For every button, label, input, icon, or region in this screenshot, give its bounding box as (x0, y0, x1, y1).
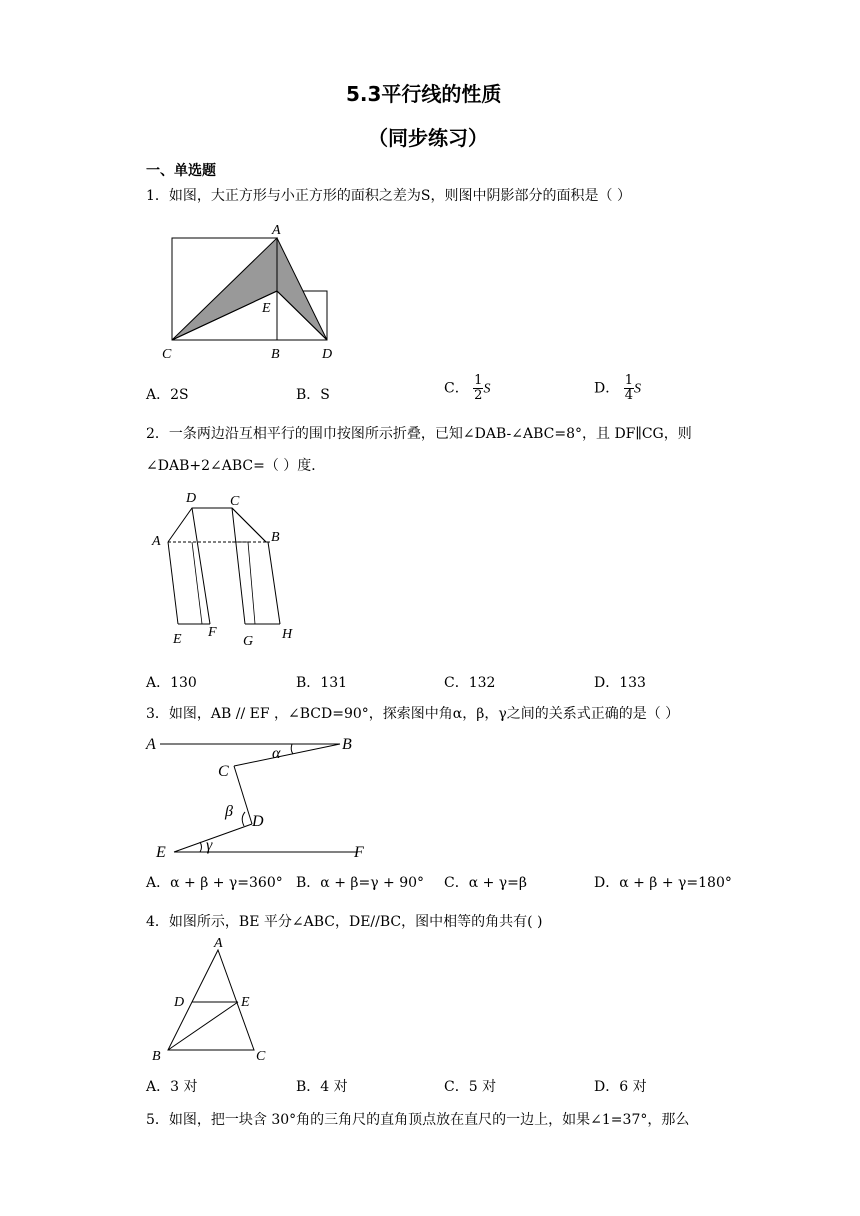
question-3-stem: 3．如图，AB // EF ，∠BCD=90°，探索图中角α，β，γ之间的关系式正确的是（ ） (146, 706, 680, 722)
fig4-label-b: B (152, 1049, 161, 1064)
question-2-stem-line1: 2．一条两边沿互相平行的围巾按图所示折叠，已知∠DAB-∠ABC=8°，且 DF∥CG，则 (146, 426, 692, 442)
question-4-option-b[interactable]: B．4 对 (296, 1079, 348, 1095)
fig3-label-gamma: γ (206, 837, 213, 854)
question-1-figure (150, 220, 350, 365)
fig2-label-d: D (186, 491, 197, 506)
question-2-option-b[interactable]: B．131 (296, 675, 348, 691)
fig2-label-c: C (230, 494, 240, 509)
question-2-option-c[interactable]: C．132 (444, 675, 496, 691)
fig1-label-a: A (272, 223, 281, 238)
question-3-option-c[interactable]: C．α + γ=β (444, 875, 527, 891)
question-5-stem: 5．如图，把一块含 30°角的三角尺的直角顶点放在直尺的一边上，如果∠1=37°，那么 (146, 1112, 690, 1128)
question-2-figure (140, 486, 310, 651)
question-3-figure (140, 730, 380, 865)
question-4-figure (140, 934, 290, 1066)
fig2-label-b: B (271, 530, 280, 545)
question-1-option-c[interactable]: C． $\frac{1}{2}$ S (444, 373, 491, 403)
section-heading: 一、单选题 (146, 163, 216, 179)
question-1-option-a[interactable]: A．2S (146, 387, 189, 403)
question-4-option-c[interactable]: C．5 对 (444, 1079, 497, 1095)
question-2-option-a[interactable]: A．130 (146, 675, 197, 691)
option-d-letter: D． (594, 380, 620, 397)
fig3-label-b: B (342, 736, 352, 753)
question-1-stem: 1．如图，大正方形与小正方形的面积之差为S，则图中阴影部分的面积是（ ） (146, 188, 631, 204)
fig3-label-alpha: α (272, 745, 281, 762)
fig4-label-d: D (174, 995, 185, 1010)
fig2-label-h: H (282, 627, 293, 642)
question-4-option-d[interactable]: D．6 对 (594, 1079, 647, 1095)
fig3-label-a: A (146, 736, 156, 753)
question-2-option-d[interactable]: D．133 (594, 675, 646, 691)
option-c-letter: C． (444, 380, 469, 397)
fig3-label-e: E (156, 844, 166, 861)
fig3-label-beta: β (225, 803, 233, 820)
fig3-label-c: C (218, 763, 229, 780)
page-subtitle: （同步练习） (368, 126, 488, 150)
fig1-label-d: D (322, 347, 333, 362)
question-1-option-b[interactable]: B．S (296, 387, 330, 403)
question-3-option-d[interactable]: D．α + β + γ=180° (594, 875, 732, 891)
question-4-option-a[interactable]: A．3 对 (146, 1079, 198, 1095)
fig3-label-f: F (354, 844, 364, 861)
fig2-label-e: E (173, 632, 182, 647)
fig4-label-c: C (256, 1049, 266, 1064)
fig2-label-f: F (208, 625, 217, 640)
fig1-label-c: C (162, 347, 172, 362)
page-title: 5.3平行线的性质 (346, 82, 502, 106)
question-1-option-d[interactable]: D． $\frac{1}{4}$ S (594, 373, 641, 403)
question-3-option-b[interactable]: B．α + β=γ + 90° (296, 875, 425, 891)
fig2-label-a: A (152, 534, 161, 549)
question-3-option-a[interactable]: A．α + β + γ=360° (146, 875, 283, 891)
fig2-label-g: G (243, 634, 254, 649)
fig4-label-e: E (241, 995, 250, 1010)
option-c-fraction: $\frac{1}{2}$ (474, 373, 483, 403)
fig1-label-e: E (262, 301, 271, 316)
option-d-fraction: $\frac{1}{4}$ (624, 373, 633, 403)
fig1-label-b: B (271, 347, 280, 362)
question-4-stem: 4．如图所示，BE 平分∠ABC，DE//BC，图中相等的角共有( ) (146, 914, 543, 930)
question-2-stem-line2: ∠DAB+2∠ABC=（ ）度． (146, 458, 326, 474)
fig4-label-a: A (214, 936, 223, 951)
fig3-label-d: D (252, 813, 264, 830)
